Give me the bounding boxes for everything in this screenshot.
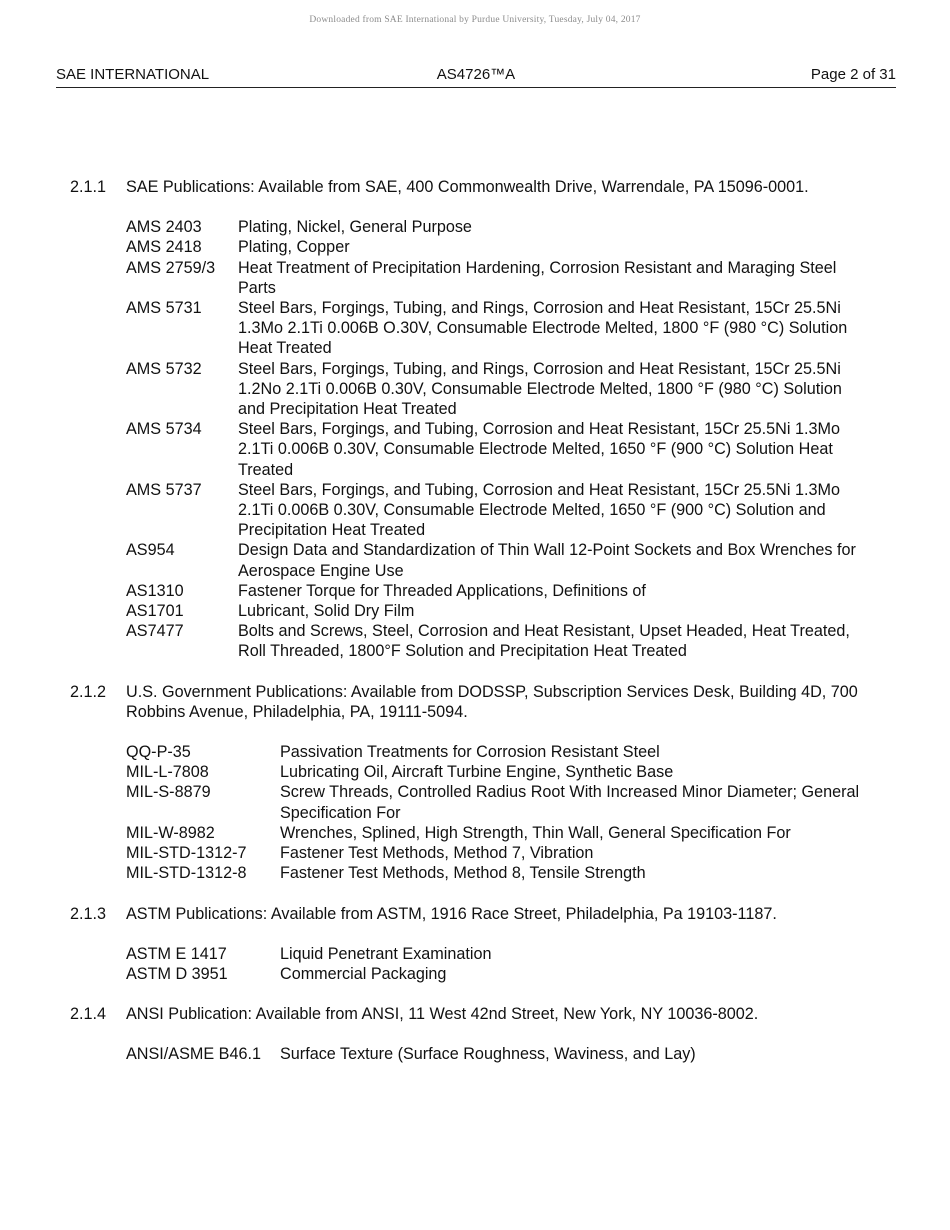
reference-code: AMS 2418 bbox=[126, 238, 202, 257]
section-number: 2.1.1 bbox=[70, 178, 107, 196]
reference-code: AMS 2759/3 bbox=[126, 258, 216, 277]
reference-title: Bolts and Screws, Steel, Corrosion and Heat Resistant, Upset Headed, Heat Treated, Roll Threaded, 1800°F Solution and Precipitation Heat Treated bbox=[238, 622, 850, 661]
reference-title: Heat Treatment of Precipitation Hardening, Corrosion Resistant and Maraging Steel Parts bbox=[238, 258, 837, 297]
reference-code: QQ-P-35 bbox=[126, 743, 191, 762]
download-watermark: Downloaded from SAE International by Purdue University, Tuesday, July 04, 2017 bbox=[309, 15, 641, 25]
section-2-1-3 bbox=[70, 904, 870, 985]
reference-code: AMS 5732 bbox=[126, 359, 202, 378]
reference-title: Fastener Test Methods, Method 8, Tensile Strength bbox=[280, 864, 646, 883]
reference-item bbox=[126, 480, 870, 541]
reference-code: MIL-W-8982 bbox=[126, 823, 215, 842]
reference-item bbox=[126, 540, 870, 580]
page-number: Page 2 of 31 bbox=[810, 66, 896, 83]
reference-item bbox=[126, 863, 870, 883]
reference-title: Steel Bars, Forgings, Tubing, and Rings, Corrosion and Heat Resistant, 15Cr 25.5Ni 1.3Mo 2.1Ti 0.006B O.30V, Consumable Electrode Melted, 1800 °F (980 °C) Solution Heat Treated bbox=[238, 299, 848, 358]
reference-item bbox=[126, 258, 870, 298]
reference-item bbox=[126, 217, 870, 237]
reference-code: ASTM D 3951 bbox=[126, 964, 228, 983]
section-number: 2.1.4 bbox=[70, 1005, 107, 1024]
section-heading: SAE Publications: Available from SAE, 400 Commonwealth Drive, Warrendale, PA 15096-0001. bbox=[126, 178, 809, 196]
section-2-1-2 bbox=[70, 682, 870, 884]
reference-code: MIL-L-7808 bbox=[126, 763, 209, 782]
reference-title: Steel Bars, Forgings, and Tubing, Corrosion and Heat Resistant, 15Cr 25.5Ni 1.3Mo 2.1Ti 0.006B 0.30V, Consumable Electrode Melted, 1650 °F (900 °C) Solution and Precipitation Heat Treated bbox=[238, 480, 840, 540]
reference-item bbox=[126, 237, 870, 257]
reference-list bbox=[126, 742, 870, 883]
reference-code: MIL-S-8879 bbox=[126, 783, 211, 802]
reference-title: Plating, Nickel, General Purpose bbox=[238, 218, 472, 237]
reference-code: AMS 2403 bbox=[126, 218, 202, 237]
reference-list bbox=[126, 217, 870, 661]
reference-title: Steel Bars, Forgings, and Tubing, Corrosion and Heat Resistant, 15Cr 25.5Ni 1.3Mo 2.1Ti 0.006B 0.30V, Consumable Electrode Melted, 1650 °F (900 °C) Solution Heat Treated bbox=[238, 420, 840, 479]
reference-item bbox=[126, 298, 870, 359]
reference-title: Liquid Penetrant Examination bbox=[280, 944, 492, 963]
reference-code: AMS 5737 bbox=[126, 480, 202, 499]
reference-item bbox=[126, 762, 870, 782]
document-body bbox=[70, 177, 870, 1085]
page-header bbox=[56, 66, 896, 88]
reference-title: Lubricating Oil, Aircraft Turbine Engine, Synthetic Base bbox=[280, 763, 674, 782]
reference-title: Surface Texture (Surface Roughness, Waviness, and Lay) bbox=[280, 1045, 696, 1064]
reference-title: Passivation Treatments for Corrosion Resistant Steel bbox=[280, 743, 660, 762]
reference-code: MIL-STD-1312-7 bbox=[126, 844, 247, 863]
reference-title: Wrenches, Splined, High Strength, Thin Wall, General Specification For bbox=[280, 823, 791, 842]
reference-item bbox=[126, 944, 870, 964]
reference-title: Lubricant, Solid Dry Film bbox=[238, 602, 415, 621]
reference-code: AS1310 bbox=[126, 581, 184, 600]
document-number: AS4726™A bbox=[436, 66, 516, 83]
reference-code: AMS 5734 bbox=[126, 420, 202, 439]
reference-code: ANSI/ASME B46.1 bbox=[126, 1045, 261, 1064]
reference-item bbox=[126, 823, 870, 843]
reference-code: AS954 bbox=[126, 541, 175, 560]
section-2-1-1 bbox=[70, 177, 870, 662]
reference-item bbox=[126, 419, 870, 480]
reference-title: Commercial Packaging bbox=[280, 964, 447, 983]
reference-list bbox=[126, 1044, 870, 1064]
reference-code: MIL-STD-1312-8 bbox=[126, 864, 247, 883]
section-heading: U.S. Government Publications: Available from DODSSP, Subscription Services Desk, Building 4D, 700 Robbins Avenue, Philadelphia, PA, 19111-5094. bbox=[126, 682, 858, 721]
reference-item bbox=[126, 581, 870, 601]
section-number: 2.1.2 bbox=[70, 682, 107, 701]
reference-title: Design Data and Standardization of Thin Wall 12-Point Sockets and Box Wrenches for Aerospace Engine Use bbox=[238, 541, 856, 580]
reference-item bbox=[126, 964, 870, 984]
section-heading: ANSI Publication: Available from ANSI, 11 West 42nd Street, New York, NY 10036-8002. bbox=[126, 1005, 759, 1024]
reference-item bbox=[126, 601, 870, 621]
reference-title: Plating, Copper bbox=[238, 238, 350, 257]
reference-title: Steel Bars, Forgings, Tubing, and Rings, Corrosion and Heat Resistant, 15Cr 25.5Ni 1.2No 2.1Ti 0.006B 0.30V, Consumable Electrode Melted, 1800 °F (980 °C) Solution and Precipitation Heat Treated bbox=[238, 359, 842, 419]
reference-item bbox=[126, 843, 870, 863]
reference-item bbox=[126, 359, 870, 420]
section-2-1-4 bbox=[70, 1004, 870, 1064]
section-heading: ASTM Publications: Available from ASTM, 1916 Race Street, Philadelphia, Pa 19103-1187. bbox=[126, 904, 777, 923]
publisher-name: SAE INTERNATIONAL bbox=[56, 66, 210, 83]
reference-item bbox=[126, 621, 870, 661]
reference-item bbox=[126, 1044, 870, 1064]
reference-title: Screw Threads, Controlled Radius Root With Increased Minor Diameter; General Specification For bbox=[280, 783, 860, 822]
reference-code: AMS 5731 bbox=[126, 299, 202, 318]
reference-title: Fastener Test Methods, Method 7, Vibration bbox=[280, 844, 594, 863]
reference-list bbox=[126, 944, 870, 984]
reference-title: Fastener Torque for Threaded Applications, Definitions of bbox=[238, 581, 646, 600]
reference-code: ASTM E 1417 bbox=[126, 944, 227, 963]
reference-code: AS1701 bbox=[126, 602, 184, 621]
reference-item bbox=[126, 782, 870, 822]
section-number: 2.1.3 bbox=[70, 904, 107, 923]
reference-item bbox=[126, 742, 870, 762]
reference-code: AS7477 bbox=[126, 622, 184, 641]
